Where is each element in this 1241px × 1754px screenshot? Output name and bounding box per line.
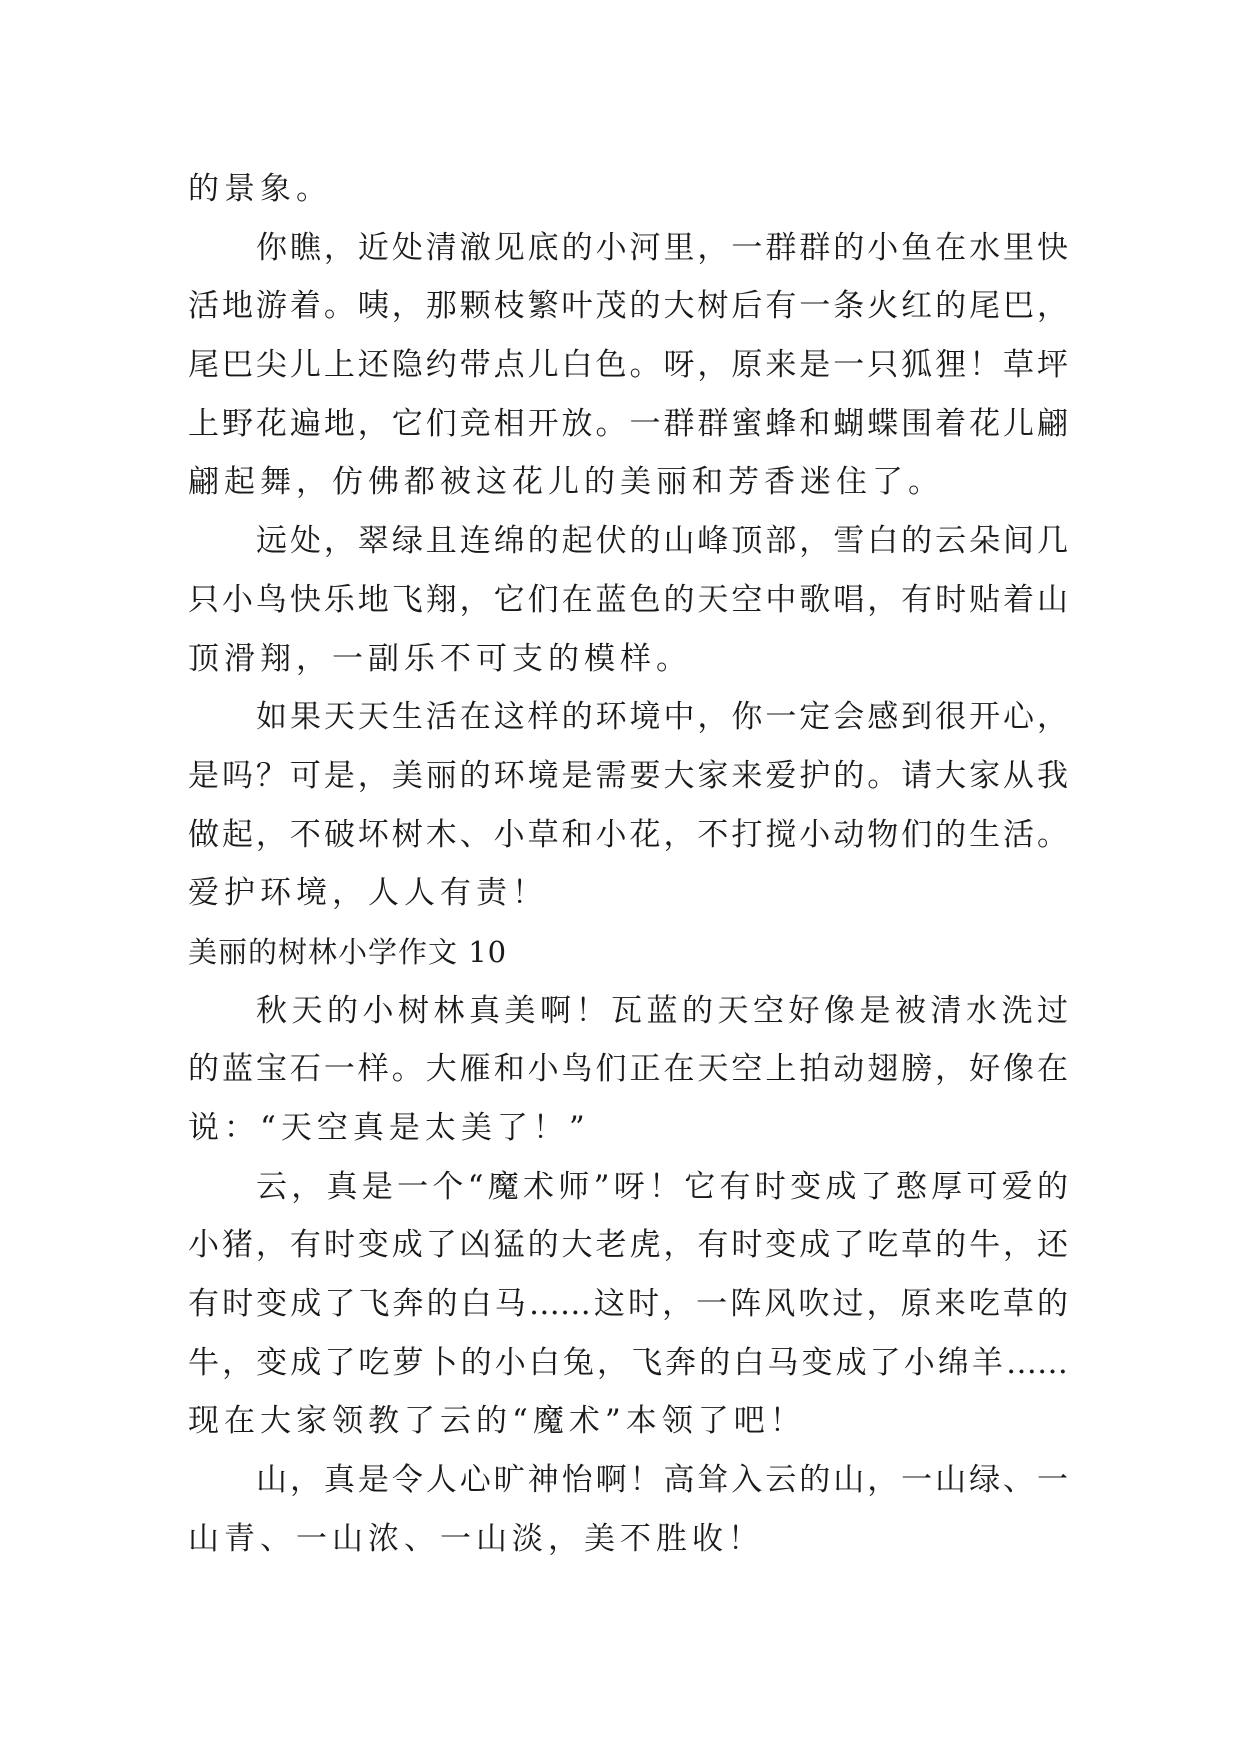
text-line: 翩起舞，仿佛都被这花儿的美丽和芳香迷住了。: [188, 464, 944, 501]
text-line: 现在大家领教了云的“魔术”本领了吧！: [188, 1403, 806, 1440]
text-line: 活地游着。咦，那颗枝繁叶茂的大树后有一条火红的尾巴，: [188, 288, 1068, 325]
text-line: 山青、一山浓、一山淡，美不胜收！: [188, 1520, 764, 1557]
document-body: [188, 160, 1068, 1569]
paragraph-first-line: 如果天天生活在这样的环境中，你一定会感到很开心，: [256, 699, 1068, 736]
text-line: 爱护环境，人人有责！: [188, 875, 548, 912]
text-line: 只小鸟快乐地飞翔，它们在蓝色的天空中歌唱，有时贴着山: [188, 581, 1068, 618]
section-heading: 美丽的树林小学作文 10: [188, 934, 508, 969]
text-line: 的景象。: [188, 171, 332, 207]
text-line: 是吗？可是，美丽的环境是需要大家来爱护的。请大家从我: [188, 757, 1068, 794]
text-line: 的蓝宝石一样。大雁和小鸟们正在天空上拍动翅膀，好像在: [188, 1051, 1068, 1088]
text-line: 有时变成了飞奔的白马……这时，一阵风吹过，原来吃草的: [188, 1286, 1068, 1323]
text-line: 尾巴尖儿上还隐约带点儿白色。呀，原来是一只狐狸！草坪: [188, 347, 1068, 384]
text-line: 小猪，有时变成了凶猛的大老虎，有时变成了吃草的牛，还: [188, 1227, 1068, 1264]
paragraph-first-line: 远处，翠绿且连绵的起伏的山峰顶部，雪白的云朵间几: [256, 523, 1068, 560]
text-line: 上野花遍地，它们竞相开放。一群群蜜蜂和蝴蝶围着花儿翩: [188, 405, 1068, 442]
paragraph-first-line: 你瞧，近处清澈见底的小河里，一群群的小鱼在水里快: [256, 229, 1068, 266]
paragraph-first-line: 山，真是令人心旷神怡啊！高耸入云的山，一山绿、一: [256, 1462, 1068, 1499]
paragraph-first-line: 秋天的小树林真美啊！瓦蓝的天空好像是被清水洗过: [256, 992, 1068, 1029]
text-line: 牛，变成了吃萝卜的小白兔，飞奔的白马变成了小绵羊……: [188, 1344, 1068, 1381]
text-line: 做起，不破坏树木、小草和小花，不打搅小动物们的生活。: [188, 816, 1068, 853]
paragraph-first-line: 云，真是一个“魔术师”呀！它有时变成了憨厚可爱的: [256, 1168, 1068, 1205]
text-line: 顶滑翔，一副乐不可支的模样。: [188, 640, 692, 677]
text-line: 说：“天空真是太美了！”: [188, 1110, 590, 1146]
